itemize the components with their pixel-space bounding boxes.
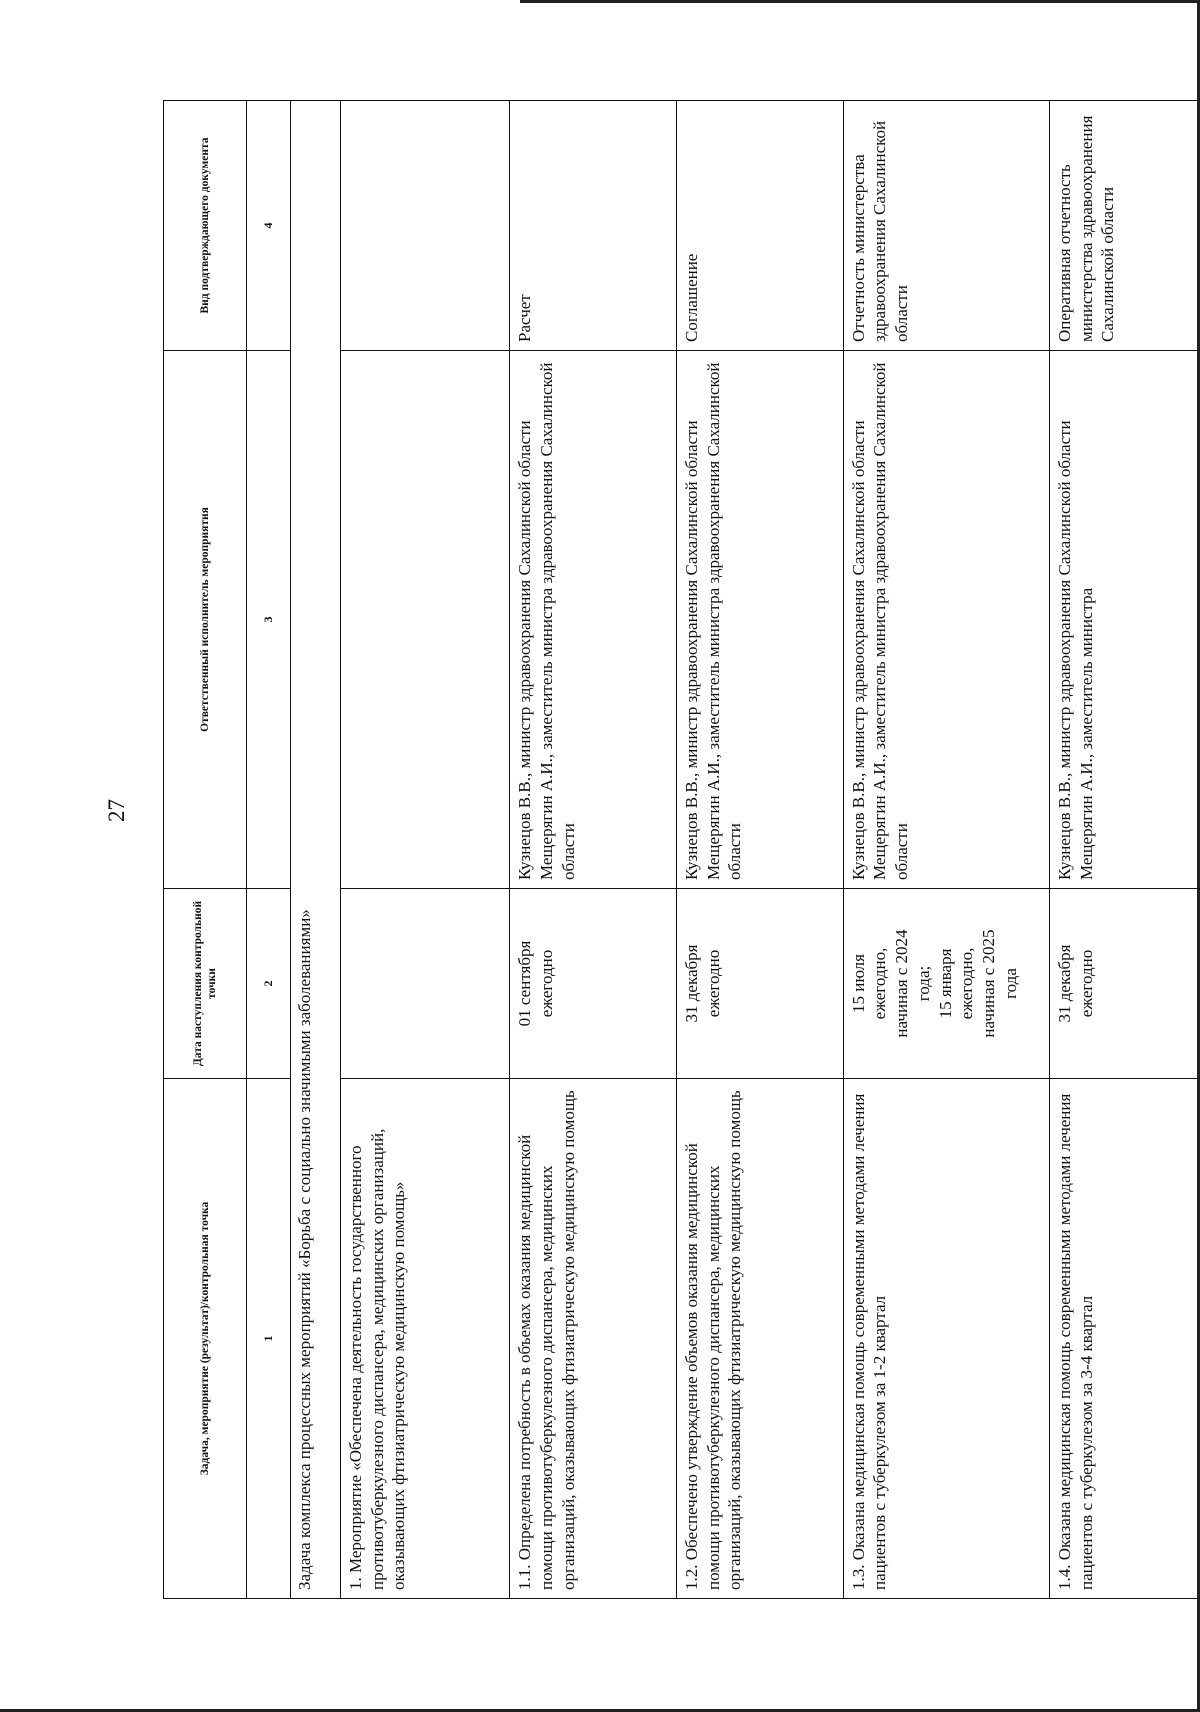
row-4-date-line: ежегодно, (957, 947, 977, 1020)
row-2-item: 1.1. Определена потребность в объемах оказания медицинской помощи противотуберкулезного диспансера, медицинских организаций, оказывающих фтизиатрическую медицинскую помощь (510, 1079, 677, 1599)
column-number-2: 2 (247, 889, 291, 1079)
row-5-document: Оперативная отчетность министерства здравоохранения Сахалинской области (1049, 101, 1200, 351)
row-4-date-line: года; (913, 965, 933, 1002)
header-col-3: Ответственный исполнитель мероприятия (164, 351, 247, 889)
row-4-date-line: 15 января (935, 948, 955, 1019)
row-4-date-line: начиная с 2025 (979, 929, 999, 1038)
row-3-responsible-line: Мещерягин А.И., заместитель министра здравоохранения Сахалинской области (703, 362, 745, 880)
row-1-document (340, 101, 509, 351)
row-2-responsible-line: Кузнецов В.В., министр здравоохранения Сахалинской области (515, 420, 535, 880)
row-4-responsible-line: Мещерягин А.И., заместитель министра здравоохранения Сахалинской области (870, 362, 912, 880)
row-4-responsible (843, 351, 1049, 889)
row-4-date-line: ежегодно, (870, 947, 890, 1020)
column-number-3: 3 (247, 351, 291, 889)
row-3-document: Соглашение (676, 101, 843, 351)
task-title: Задача комплекса процессных мероприятий «Борьба с социально значимыми заболеваниями» (291, 101, 341, 1599)
row-2-date (510, 889, 677, 1079)
row-3-item: 1.2. Обеспечено утверждение объемов оказания медицинской помощи противотуберкулезного диспансера, медицинских организаций, оказывающих фтизиатрическую медицинскую помощь (676, 1079, 843, 1599)
row-4-item: 1.3. Оказана медицинская помощь современными методами лечения пациентов с туберкулезом за 1-2 квартал (843, 1079, 1049, 1599)
row-2-date-line: ежегодно (536, 949, 556, 1018)
row-2-document: Расчет (510, 101, 677, 351)
row-5-item: 1.4. Оказана медицинская помощь современными методами лечения пациентов с туберкулезом за 3-4 квартал (1049, 1079, 1200, 1599)
row-1-item: 1. Мероприятие «Обеспечена деятельность государственного противотуберкулезного диспансера, медицинских организаций, оказывающих фтизиатрическую медицинскую помощь» (340, 1079, 509, 1599)
header-col-1: Задача, мероприятие (результат)/контрольная точка (164, 1079, 247, 1599)
control-points-table (163, 100, 1200, 1599)
row-3-date-line: 31 декабря (681, 944, 701, 1023)
table-row (1049, 101, 1200, 1599)
row-4-date-line: года (1000, 968, 1020, 999)
row-3-date-line: ежегодно (703, 949, 723, 1018)
row-3-responsible (676, 351, 843, 889)
row-4-document: Отчетность министерства здравоохранения Сахалинской области (843, 101, 1049, 351)
row-5-date (1049, 889, 1200, 1079)
row-4-date (843, 889, 1049, 1079)
row-1-responsible (340, 351, 509, 889)
column-number-row (247, 101, 291, 1599)
table-row (510, 101, 677, 1599)
row-3-responsible-line: Кузнецов В.В., министр здравоохранения Сахалинской области (681, 420, 701, 880)
row-4-responsible-line: Кузнецов В.В., министр здравоохранения Сахалинской области (848, 420, 868, 880)
row-1-date (340, 889, 509, 1079)
table-row (843, 101, 1049, 1599)
row-2-responsible (510, 351, 677, 889)
row-2-date-line: 01 сентября (515, 940, 535, 1027)
header-row (164, 101, 247, 1599)
row-3-date (676, 889, 843, 1079)
header-col-2: Дата наступления контрольной точки (164, 889, 247, 1079)
row-5-responsible (1049, 351, 1200, 889)
table-row (676, 101, 843, 1599)
row-4-date-line: начиная с 2024 (892, 929, 912, 1038)
row-2-responsible-line: Мещерягин А.И., заместитель министра здравоохранения Сахалинской области (536, 362, 578, 880)
header-col-4: Вид подтверждающего документа (164, 101, 247, 351)
rotated-table-wrapper (163, 101, 1200, 1599)
row-5-date-line: 31 декабря (1054, 944, 1074, 1023)
page-number: 27 (104, 799, 129, 822)
row-5-date-line: ежегодно (1076, 949, 1096, 1018)
table-row (340, 101, 509, 1599)
row-5-responsible-line: Кузнецов В.В., министр здравоохранения Сахалинской области (1054, 420, 1074, 880)
task-row (291, 101, 341, 1599)
row-5-responsible-line: Мещерягин А.И., заместитель министра (1076, 587, 1096, 880)
column-number-1: 1 (247, 1079, 291, 1599)
scan-edge-top (520, 0, 1200, 3)
column-number-4: 4 (247, 101, 291, 351)
row-4-date-line: 15 июля (848, 954, 868, 1013)
